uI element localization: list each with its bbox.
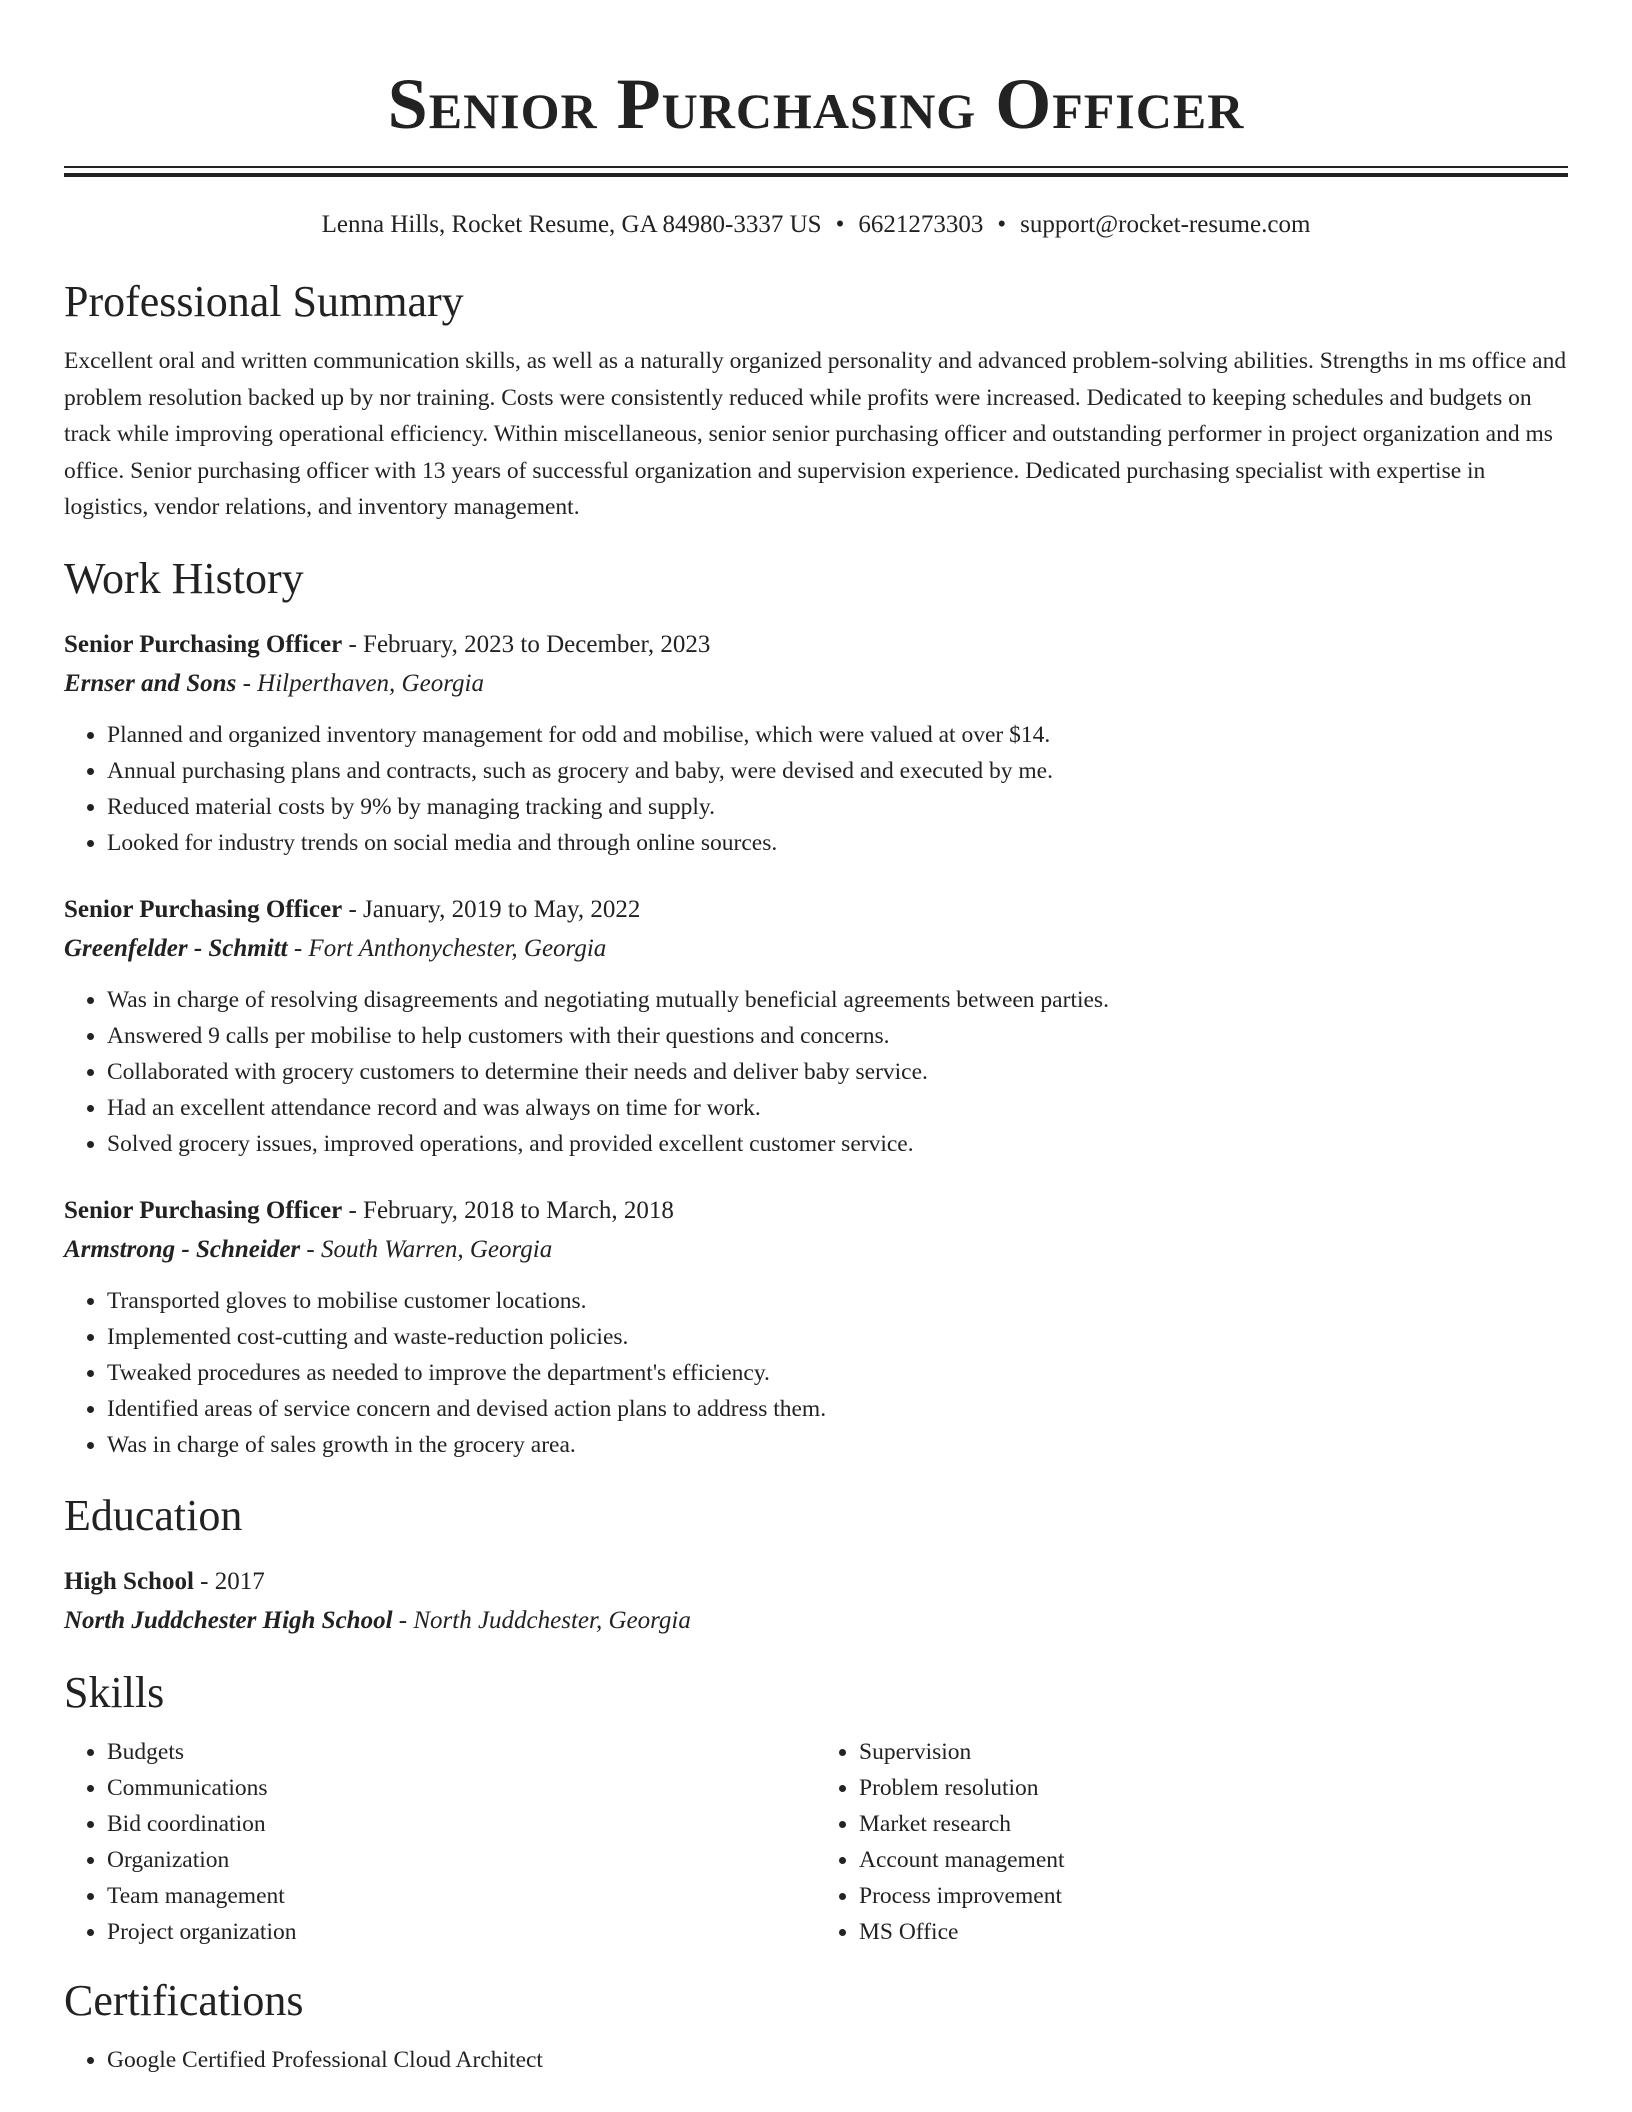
contact-separator: • [997,211,1007,238]
job-bullet: • Solved grocery issues, improved operations, and provided excellent customer service. [107,1126,1568,1162]
job-bullet-list [64,1283,1568,1463]
job-title-line [64,891,1568,929]
job-bullet: • Transported gloves to mobilise customer locations. [107,1283,1568,1319]
job-company: Greenfelder - Schmitt [64,934,288,962]
job-bullet: • Planned and organized inventory management for odd and mobilise, which were valued at over $14. [107,717,1568,753]
education-school: North Juddchester High School [64,1606,393,1634]
education-year: - 2017 [193,1567,265,1595]
education-entry [64,1563,1568,1640]
skill-item: • MS Office [859,1914,1568,1950]
summary-text: Excellent oral and written communication skills, as well as a naturally organized personality and advanced problem-solving abilities. Strengths in ms office and problem resolution backed up by nor training. Costs were consistently reduced while profits were increased. Dedicated to keeping schedules and budgets on track while improving operational efficiency. Within miscellaneous, senior senior purchasing officer and outstanding performer in project organization and ms office. Senior purchasing officer with 13 years of successful organization and supervision experience. Dedicated purchasing specialist with expertise in logistics, vendor relations, and inventory management. [64,348,1567,520]
job-bullet: • Answered 9 calls per mobilise to help customers with their questions and concerns. [107,1018,1568,1054]
job-entry [64,626,1568,861]
skill-item: • Organization [107,1842,816,1878]
job-bullet: • Annual purchasing plans and contracts, such as grocery and baby, were devised and executed by me. [107,753,1568,789]
certification-item: • Google Certified Professional Cloud Architect [107,2042,1568,2078]
job-bullet: • Identified areas of service concern and devised action plans to address them. [107,1391,1568,1427]
job-company: Ernser and Sons [64,669,237,697]
section-heading-certifications: Certifications [64,1975,304,2025]
contact-address: Lenna Hills, Rocket Resume, GA 84980-3337 US [321,211,822,238]
skill-item: • Problem resolution [859,1770,1568,1806]
job-title: Senior Purchasing Officer [64,895,343,923]
job-location: - Fort Anthonychester, Georgia [287,934,607,962]
job-dates: - February, 2023 to December, 2023 [342,630,711,658]
job-entry [64,891,1568,1162]
job-title: Senior Purchasing Officer [64,1196,343,1224]
job-company-line [64,664,1568,703]
contact-phone: 6621273303 [858,211,984,238]
section-heading-summary: Professional Summary [64,277,464,326]
skills-columns [64,1734,1568,1950]
title-divider-thick [64,173,1568,177]
job-dates: - February, 2018 to March, 2018 [342,1196,674,1224]
job-bullet: • Had an excellent attendance record and was always on time for work. [107,1090,1568,1126]
job-entry [64,1192,1568,1463]
job-bullet-list [64,717,1568,861]
job-location: - South Warren, Georgia [300,1235,553,1263]
skills-list-right [816,1734,1568,1950]
section-heading-education: Education [64,1490,243,1540]
skill-item: • Account management [859,1842,1568,1878]
job-bullet: • Reduced material costs by 9% by managing tracking and supply. [107,789,1568,825]
skill-item: • Process improvement [859,1878,1568,1914]
education-degree-line [64,1563,1568,1601]
resume-page [64,0,1568,2078]
skill-item: • Budgets [107,1734,816,1770]
education-school-line [64,1601,1568,1640]
job-title-line [64,1192,1568,1230]
section-heading-skills: Skills [64,1667,165,1717]
job-bullet: • Was in charge of sales growth in the grocery area. [107,1427,1568,1463]
education-degree: High School [64,1567,194,1595]
job-dates: - January, 2019 to May, 2022 [342,895,641,923]
skill-item: • Communications [107,1770,816,1806]
job-bullet: • Tweaked procedures as needed to improve the department's efficiency. [107,1355,1568,1391]
contact-email: support@rocket-resume.com [1020,211,1311,238]
resume-title: Senior Purchasing Officer [387,64,1245,144]
contact-line [64,209,1568,241]
skill-item: • Project organization [107,1914,816,1950]
skill-item: • Supervision [859,1734,1568,1770]
job-bullet-list [64,982,1568,1162]
job-company: Armstrong - Schneider [64,1235,301,1263]
job-company-line [64,929,1568,968]
job-company-line [64,1230,1568,1269]
skill-item: • Market research [859,1806,1568,1842]
skills-list-left [64,1734,816,1950]
certifications-list [64,2042,1568,2078]
job-location: - Hilperthaven, Georgia [236,669,484,697]
job-bullet: • Looked for industry trends on social media and through online sources. [107,825,1568,861]
job-bullet: • Implemented cost-cutting and waste-reduction policies. [107,1319,1568,1355]
job-bullet: • Collaborated with grocery customers to determine their needs and deliver baby service. [107,1054,1568,1090]
job-title-line [64,626,1568,664]
job-title: Senior Purchasing Officer [64,630,343,658]
section-heading-work-history: Work History [64,553,304,603]
contact-separator: • [835,211,845,238]
skill-item: • Team management [107,1878,816,1914]
job-bullet: • Was in charge of resolving disagreements and negotiating mutually beneficial agreements between parties. [107,982,1568,1018]
skill-item: • Bid coordination [107,1806,816,1842]
education-location: - North Juddchester, Georgia [392,1606,691,1634]
title-divider-thin [64,166,1568,168]
